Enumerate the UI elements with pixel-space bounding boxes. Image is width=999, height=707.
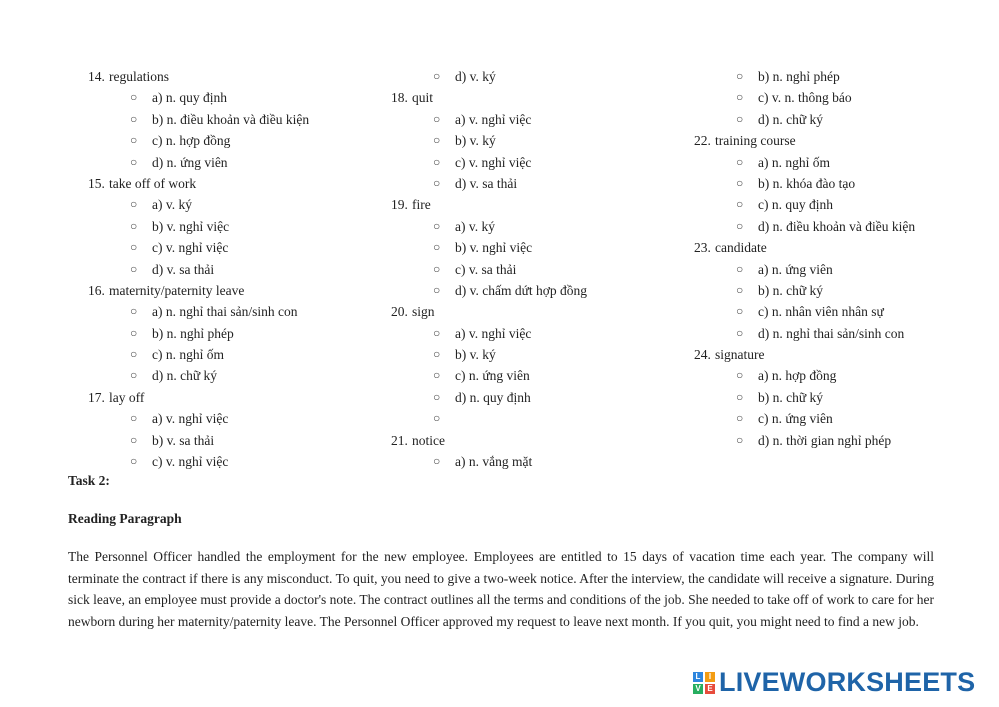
radio-circle-icon[interactable]: ○ <box>130 111 138 126</box>
answer-option[interactable] <box>130 301 309 322</box>
answer-option[interactable] <box>433 216 587 237</box>
option-label: a) v. ký <box>455 218 495 234</box>
radio-circle-icon[interactable]: ○ <box>433 69 441 83</box>
question-term: training course <box>715 133 796 149</box>
question-item <box>694 344 915 365</box>
radio-circle-icon[interactable]: ○ <box>130 432 138 447</box>
radio-circle-icon[interactable]: ○ <box>433 282 441 297</box>
radio-circle-icon[interactable]: ○ <box>736 325 744 340</box>
answer-option[interactable] <box>130 430 309 451</box>
option-label: c) v. nghỉ việc <box>152 454 229 470</box>
option-label: d) n. ứng viên <box>152 154 228 170</box>
question-item <box>391 301 587 322</box>
radio-circle-icon[interactable]: ○ <box>736 90 744 105</box>
option-label: d) v. chấm dứt hợp đồng <box>455 282 588 298</box>
radio-circle-icon[interactable]: ○ <box>736 411 744 426</box>
radio-circle-icon[interactable]: ○ <box>433 240 441 255</box>
answer-option[interactable] <box>736 216 915 237</box>
question-number: 18. <box>391 90 408 106</box>
task-label: Task 2: <box>68 473 110 488</box>
option-label: c) n. ứng viên <box>758 411 833 427</box>
radio-circle-icon[interactable]: ○ <box>736 282 744 297</box>
radio-circle-icon[interactable]: ○ <box>736 69 744 83</box>
option-label: d) v. sa thải <box>455 175 518 191</box>
radio-circle-icon[interactable]: ○ <box>736 175 744 190</box>
question-item <box>391 430 587 451</box>
answer-option[interactable] <box>433 280 587 301</box>
option-label: c) v. nghỉ việc <box>152 240 229 256</box>
question-item <box>391 194 587 215</box>
answer-option[interactable] <box>433 130 587 151</box>
option-label: b) n. nghỉ phép <box>758 69 840 84</box>
question-number: 20. <box>391 304 408 320</box>
answer-option[interactable] <box>433 365 587 386</box>
reading-title: Reading Paragraph <box>68 511 182 526</box>
option-label: d) n. nghỉ thai sản/sinh con <box>758 325 905 341</box>
radio-circle-icon[interactable]: ○ <box>736 389 744 404</box>
answer-option[interactable] <box>736 173 915 194</box>
option-label: b) v. ký <box>455 347 496 363</box>
question-item <box>88 173 309 194</box>
answer-option[interactable] <box>433 66 587 87</box>
answer-option[interactable] <box>433 152 587 173</box>
question-number: 17. <box>88 389 105 405</box>
answer-option[interactable] <box>433 451 587 472</box>
option-label: b) v. sa thải <box>152 432 215 448</box>
option-label: a) n. nghỉ ốm <box>758 154 830 170</box>
radio-circle-icon[interactable]: ○ <box>130 197 138 212</box>
question-number: 23. <box>694 240 711 256</box>
radio-circle-icon[interactable]: ○ <box>130 411 138 426</box>
answer-option[interactable] <box>433 344 587 365</box>
answer-option[interactable] <box>130 259 309 280</box>
answer-option[interactable] <box>433 323 587 344</box>
liveworksheets-logo <box>693 667 975 698</box>
answer-option[interactable] <box>433 387 587 408</box>
radio-circle-icon[interactable]: ○ <box>130 454 138 469</box>
radio-circle-icon[interactable]: ○ <box>433 218 441 233</box>
option-label: b) v. nghỉ việc <box>152 218 230 234</box>
radio-circle-icon[interactable]: ○ <box>433 389 441 404</box>
option-label: a) n. nghỉ thai sản/sinh con <box>152 304 298 320</box>
question-number: 21. <box>391 432 408 448</box>
option-label: d) v. ký <box>455 69 496 84</box>
answer-option[interactable] <box>130 130 309 151</box>
answer-option[interactable] <box>433 109 587 130</box>
option-label: a) n. ứng viên <box>758 261 833 277</box>
question-column-2 <box>391 66 587 472</box>
answer-option[interactable] <box>130 365 309 386</box>
option-label: b) n. nghỉ phép <box>152 325 234 341</box>
answer-option[interactable] <box>130 194 309 215</box>
radio-circle-icon[interactable]: ○ <box>130 218 138 233</box>
answer-option[interactable] <box>736 387 915 408</box>
option-label: a) v. ký <box>152 197 192 213</box>
answer-option[interactable] <box>130 216 309 237</box>
option-label: d) n. quy định <box>455 389 531 405</box>
answer-option[interactable] <box>736 408 915 429</box>
question-term: maternity/paternity leave <box>109 282 245 298</box>
question-item <box>88 66 309 87</box>
radio-circle-icon[interactable]: ○ <box>130 325 138 340</box>
radio-circle-icon[interactable]: ○ <box>433 133 441 148</box>
radio-circle-icon[interactable]: ○ <box>130 133 138 148</box>
question-term: quit <box>412 90 434 106</box>
question-item <box>694 237 915 258</box>
option-label: d) n. chữ ký <box>152 368 218 384</box>
question-column-3 <box>694 66 915 451</box>
answer-option[interactable] <box>130 237 309 258</box>
answer-option[interactable] <box>736 87 915 108</box>
question-term: signature <box>715 347 765 363</box>
radio-circle-icon[interactable]: ○ <box>130 347 138 362</box>
radio-circle-icon[interactable]: ○ <box>736 368 744 383</box>
option-label: d) n. chữ ký <box>758 111 824 127</box>
question-number: 14. <box>88 69 105 84</box>
reading-paragraph: The Personnel Officer handled the employment for the new employee. Employees are entitled to 15 days of vacation time each year. The company will terminate the contract if there is any misconduct. To quit, you need to give a two-week notice. After the interview, the candidate will receive a signature. During sick leave, an employee must provide a doctor's note. The contract outlines all the terms and conditions of the job. She needed to take off of work to care for her newborn during her maternity/paternity leave. The Personnel Officer approved my request to leave next month. If you quit, you might need to find a new job. <box>68 549 934 629</box>
answer-option[interactable] <box>736 323 915 344</box>
logo-text: LIVEWORKSHEETS <box>719 667 976 697</box>
answer-option[interactable] <box>736 109 915 130</box>
radio-circle-icon[interactable]: ○ <box>433 411 441 426</box>
option-label: d) n. điều khoản và điều kiện <box>758 218 916 234</box>
radio-circle-icon[interactable]: ○ <box>433 154 441 169</box>
question-term: sign <box>412 304 435 320</box>
option-label: c) n. nhân viên nhân sự <box>758 304 884 320</box>
option-label: c) n. quy định <box>758 197 833 213</box>
answer-option[interactable] <box>130 344 309 365</box>
radio-circle-icon[interactable]: ○ <box>736 432 744 447</box>
option-label: a) n. vắng mặt <box>455 454 533 470</box>
option-label: c) n. hợp đồng <box>152 133 231 149</box>
option-label: a) n. quy định <box>152 90 227 106</box>
answer-option[interactable] <box>736 301 915 322</box>
radio-circle-icon[interactable]: ○ <box>130 240 138 255</box>
answer-option[interactable] <box>433 237 587 258</box>
answer-option[interactable] <box>736 194 915 215</box>
radio-circle-icon[interactable]: ○ <box>736 218 744 233</box>
question-term: lay off <box>109 389 145 405</box>
radio-circle-icon[interactable]: ○ <box>736 261 744 276</box>
option-label: c) v. n. thông báo <box>758 90 852 106</box>
option-label: a) n. hợp đồng <box>758 368 837 384</box>
radio-circle-icon[interactable]: ○ <box>130 368 138 383</box>
option-label: c) n. nghỉ ốm <box>152 347 224 363</box>
answer-option[interactable] <box>736 66 915 87</box>
question-item <box>88 280 309 301</box>
logo-tile: E <box>705 684 715 694</box>
answer-option[interactable] <box>130 451 309 472</box>
radio-circle-icon[interactable]: ○ <box>433 261 441 276</box>
logo-tile: L <box>693 672 703 682</box>
answer-option[interactable] <box>736 152 915 173</box>
radio-circle-icon[interactable]: ○ <box>736 111 744 126</box>
radio-circle-icon[interactable]: ○ <box>433 454 441 469</box>
radio-circle-icon[interactable]: ○ <box>433 347 441 362</box>
answer-option[interactable] <box>736 280 915 301</box>
answer-option[interactable] <box>130 109 309 130</box>
option-label: d) n. thời gian nghỉ phép <box>758 432 892 448</box>
question-number: 22. <box>694 133 711 149</box>
question-term: take off of work <box>109 175 197 191</box>
option-label: a) v. nghỉ việc <box>152 411 229 427</box>
option-label: b) n. khóa đào tạo <box>758 175 856 191</box>
radio-circle-icon[interactable]: ○ <box>130 154 138 169</box>
question-number: 19. <box>391 197 408 213</box>
logo-tile: V <box>693 684 703 694</box>
option-label: c) v. sa thải <box>455 261 517 277</box>
option-label: a) v. nghỉ việc <box>455 325 532 341</box>
answer-option[interactable] <box>130 152 309 173</box>
question-item <box>391 87 587 108</box>
logo-tile: I <box>705 672 715 682</box>
option-label: c) v. nghỉ việc <box>455 154 532 170</box>
answer-option[interactable] <box>433 259 587 280</box>
radio-circle-icon[interactable]: ○ <box>736 304 744 319</box>
radio-circle-icon[interactable]: ○ <box>736 154 744 169</box>
option-label: b) n. điều khoản và điều kiện <box>152 111 310 127</box>
radio-circle-icon[interactable]: ○ <box>130 90 138 105</box>
option-label: b) n. chữ ký <box>758 389 824 405</box>
question-term: regulations <box>109 69 169 84</box>
question-number: 24. <box>694 347 711 363</box>
option-label: c) n. ứng viên <box>455 368 530 384</box>
radio-circle-icon[interactable]: ○ <box>433 368 441 383</box>
radio-circle-icon[interactable]: ○ <box>433 175 441 190</box>
radio-circle-icon[interactable]: ○ <box>736 197 744 212</box>
option-label: a) v. nghỉ việc <box>455 111 532 127</box>
question-term: fire <box>412 197 431 213</box>
option-label: d) v. sa thải <box>152 261 215 277</box>
answer-option[interactable] <box>433 408 587 429</box>
answer-option[interactable] <box>736 430 915 451</box>
question-item <box>694 130 915 151</box>
question-item <box>88 387 309 408</box>
radio-circle-icon[interactable]: ○ <box>130 261 138 276</box>
radio-circle-icon[interactable]: ○ <box>130 304 138 319</box>
option-label: b) v. nghỉ việc <box>455 240 533 256</box>
logo-tiles-icon <box>693 672 715 694</box>
answer-option[interactable] <box>130 87 309 108</box>
answer-option[interactable] <box>433 173 587 194</box>
question-term: candidate <box>715 240 767 256</box>
option-label: b) n. chữ ký <box>758 282 824 298</box>
question-column-1 <box>88 66 309 472</box>
question-number: 15. <box>88 175 105 191</box>
answer-option[interactable] <box>130 323 309 344</box>
answer-option[interactable] <box>736 365 915 386</box>
answer-option[interactable] <box>130 408 309 429</box>
radio-circle-icon[interactable]: ○ <box>433 325 441 340</box>
question-term: notice <box>412 432 445 448</box>
option-label: b) v. ký <box>455 133 496 149</box>
question-number: 16. <box>88 282 105 298</box>
radio-circle-icon[interactable]: ○ <box>433 111 441 126</box>
answer-option[interactable] <box>736 259 915 280</box>
